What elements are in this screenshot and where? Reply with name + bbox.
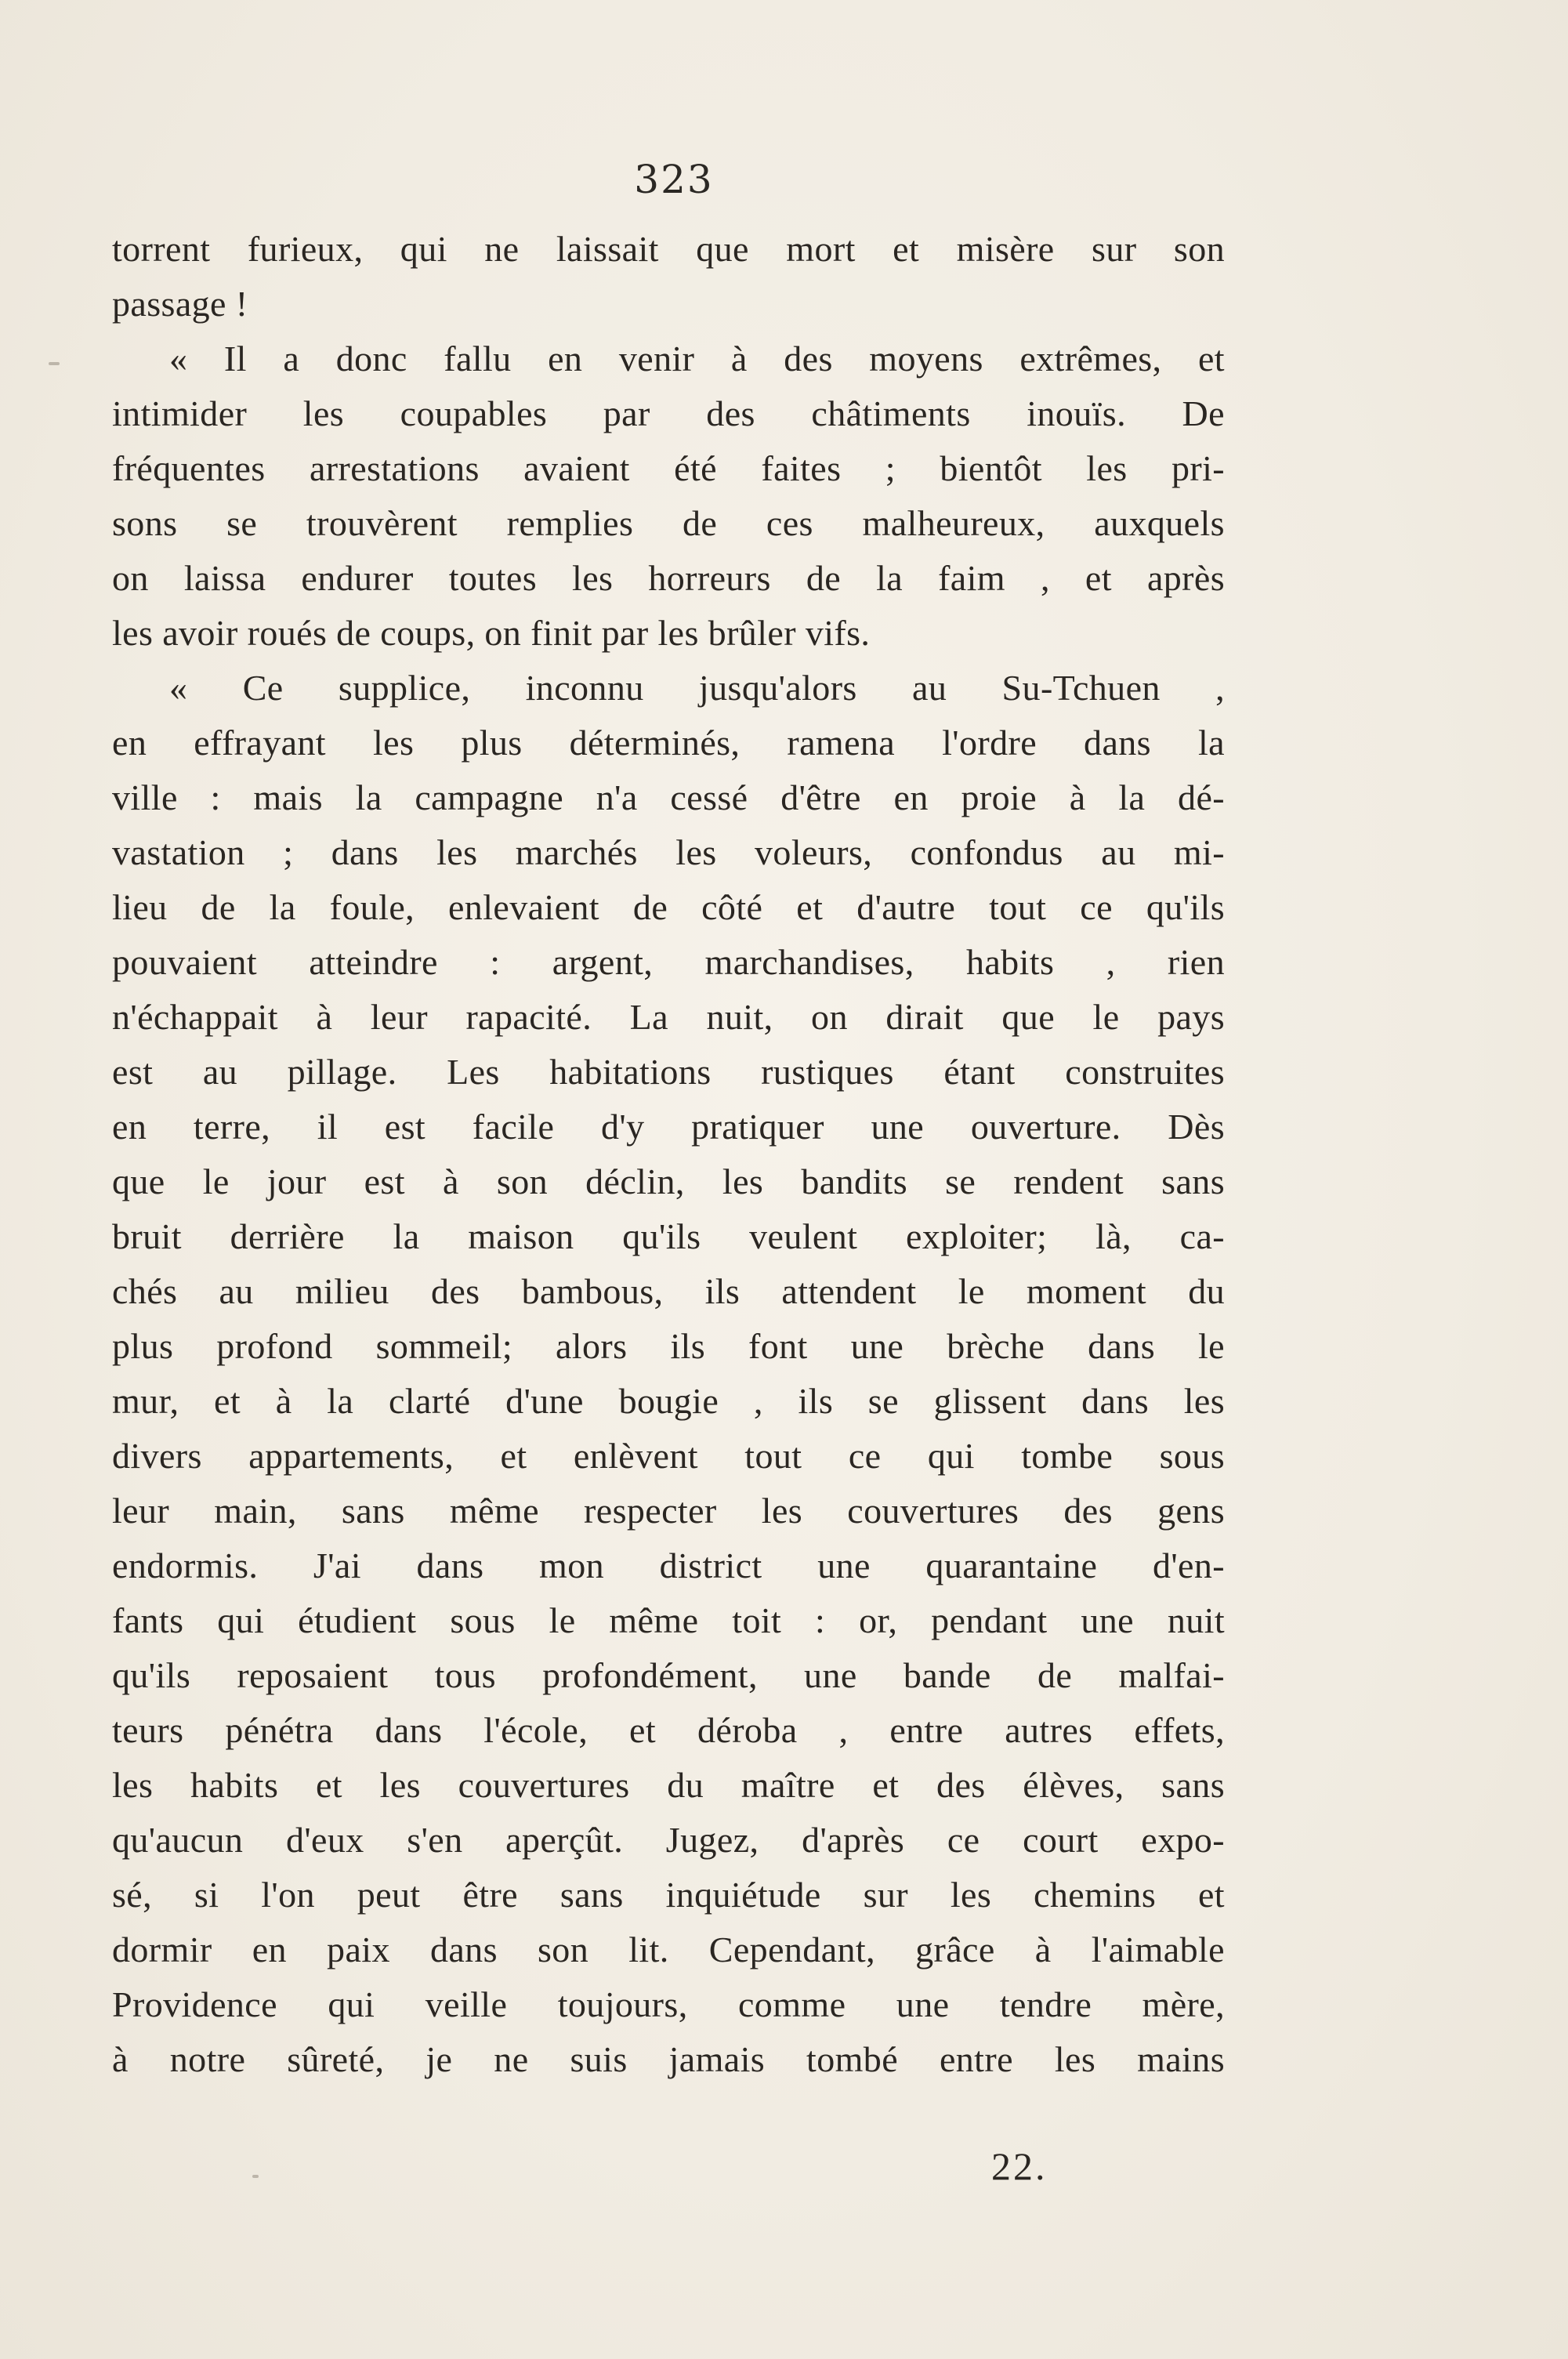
text-line: passage ! bbox=[112, 284, 248, 324]
text-line: fants qui étudient sous le même toit : or, pendant une nuit bbox=[112, 1600, 1225, 1640]
text-line: vastation ; dans les marchés les voleurs, confondus au mi- bbox=[112, 832, 1225, 872]
text-line: est au pillage. Les habitations rustiques étant construites bbox=[112, 1052, 1225, 1092]
text-line: chés au milieu des bambous, ils attendent le moment du bbox=[112, 1271, 1225, 1311]
text-line: en terre, il est facile d'y pratiquer une ouverture. Dès bbox=[112, 1107, 1225, 1147]
text-line: pouvaient atteindre : argent, marchandises, habits , rien bbox=[112, 942, 1225, 982]
text-line: Providence qui veille toujours, comme une tendre mère, bbox=[112, 1984, 1225, 2024]
text-line: « Ce supplice, inconnu jusqu'alors au Su-Tchuen , bbox=[169, 668, 1225, 708]
text-line: mur, et à la clarté d'une bougie , ils se glissent dans les bbox=[112, 1381, 1225, 1421]
text-line: n'échappait à leur rapacité. La nuit, on dirait que le pays bbox=[112, 997, 1225, 1037]
text-line: fréquentes arrestations avaient été faites ; bientôt les pri- bbox=[112, 448, 1225, 488]
text-line: bruit derrière la maison qu'ils veulent exploiter; là, ca- bbox=[112, 1216, 1225, 1256]
text-line: leur main, sans même respecter les couvertures des gens bbox=[112, 1491, 1225, 1531]
text-line: « Il a donc fallu en venir à des moyens extrêmes, et bbox=[169, 339, 1225, 379]
text-line: endormis. J'ai dans mon district une quarantaine d'en- bbox=[112, 1545, 1225, 1585]
text-line: sé, si l'on peut être sans inquiétude sur les chemins et bbox=[112, 1875, 1225, 1915]
text-line: qu'aucun d'eux s'en aperçût. Jugez, d'après ce court expo- bbox=[112, 1820, 1225, 1860]
text-line: à notre sûreté, je ne suis jamais tombé entre les mains bbox=[112, 2039, 1225, 2079]
text-line: qu'ils reposaient tous profondément, une bande de malfai- bbox=[112, 1655, 1225, 1695]
text-line: dormir en paix dans son lit. Cependant, grâce à l'aimable bbox=[112, 1930, 1225, 1969]
paper-speck bbox=[49, 362, 60, 365]
text-line: torrent furieux, qui ne laissait que mort et misère sur son bbox=[112, 229, 1225, 269]
text-line: en effrayant les plus déterminés, ramena l'ordre dans la bbox=[112, 723, 1225, 763]
text-line: les habits et les couvertures du maître et des élèves, sans bbox=[112, 1765, 1225, 1805]
text-line: intimider les coupables par des châtiments inouïs. De bbox=[112, 393, 1225, 433]
text-line: lieu de la foule, enlevaient de côté et d'autre tout ce qu'ils bbox=[112, 887, 1225, 927]
body-text bbox=[112, 222, 1225, 2087]
page-number: 323 bbox=[634, 157, 714, 202]
text-line: teurs pénétra dans l'école, et déroba , entre autres effets, bbox=[112, 1710, 1225, 1750]
text-line: que le jour est à son déclin, les bandits se rendent sans bbox=[112, 1161, 1225, 1201]
text-line: les avoir roués de coups, on finit par les brûler vifs. bbox=[112, 613, 871, 653]
text-line: sons se trouvèrent remplies de ces malheureux, auxquels bbox=[112, 503, 1225, 543]
text-line: divers appartements, et enlèvent tout ce qui tombe sous bbox=[112, 1436, 1225, 1476]
text-line: ville : mais la campagne n'a cessé d'être en proie à la dé- bbox=[112, 777, 1225, 817]
signature-mark: 22. bbox=[991, 2144, 1048, 2188]
text-line: plus profond sommeil; alors ils font une brèche dans le bbox=[112, 1326, 1225, 1366]
text-line: on laissa endurer toutes les horreurs de la faim , et après bbox=[112, 558, 1225, 598]
paper-speck bbox=[252, 2175, 259, 2178]
